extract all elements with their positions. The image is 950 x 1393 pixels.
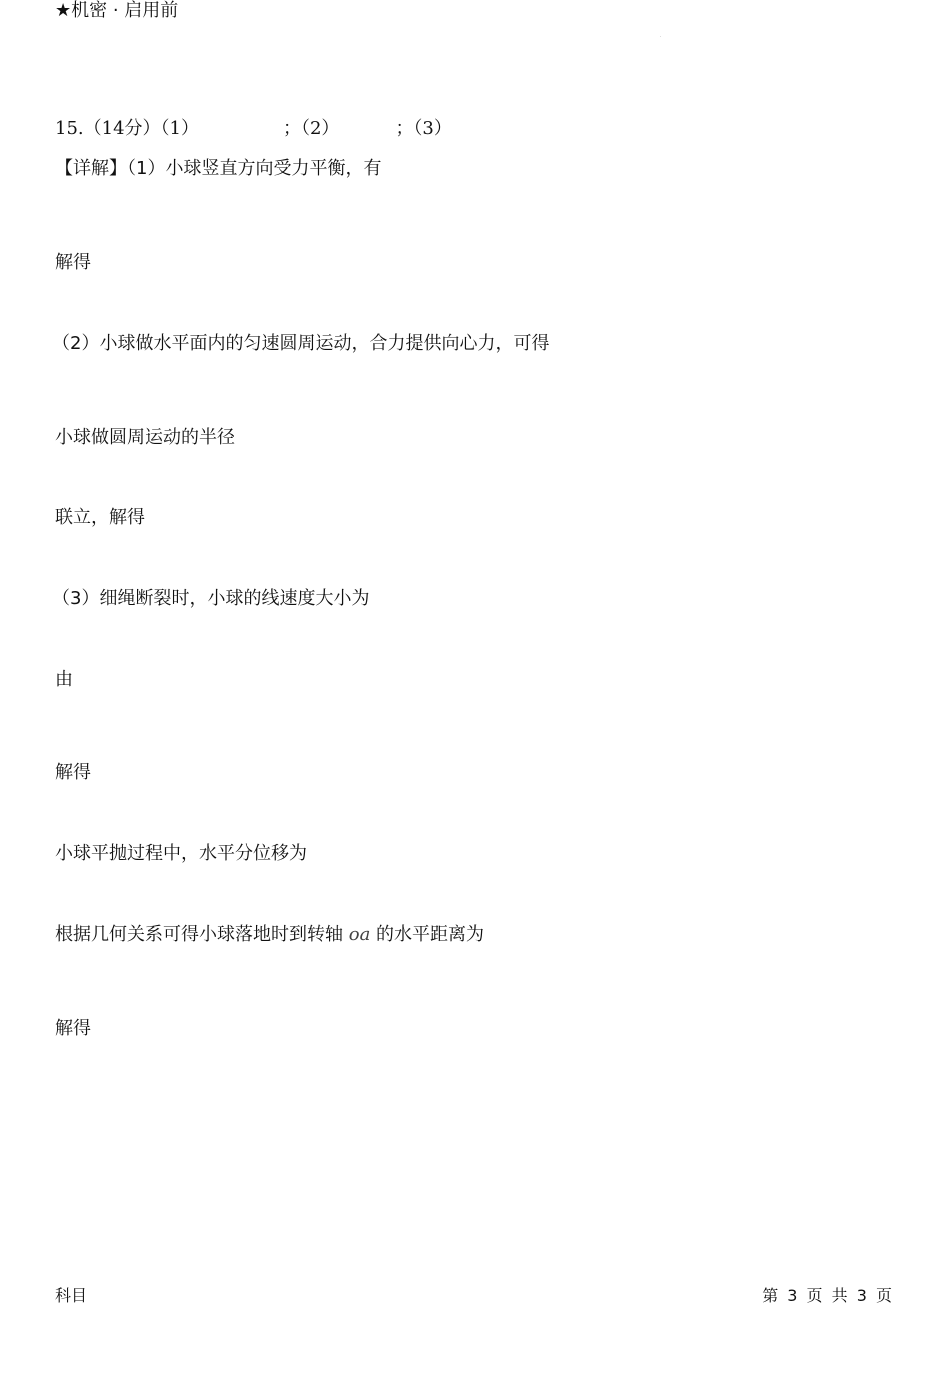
geometry-line [55, 924, 484, 946]
footer-page-number: 第 3 页 共 3 页 [762, 1286, 894, 1305]
q15-prefix: 15.（14分）（1） [55, 118, 199, 139]
radius-line: 小球做圆周运动的半径 [55, 427, 235, 448]
geometry-suffix: 的水平距离为 [370, 924, 485, 945]
axis-variable: oa [348, 924, 371, 945]
solve-line-1: 解得 [55, 252, 91, 273]
confidential-header: ★机密 · 启用前 [55, 0, 179, 21]
q15-part2: ；（2） [282, 118, 340, 139]
footer-subject: 科目 [55, 1286, 88, 1305]
part2-line: （2）小球做水平面内的匀速圆周运动，合力提供向心力，可得 [52, 333, 550, 354]
solve-line-3: 解得 [55, 1018, 91, 1039]
from-line: 由 [55, 669, 73, 690]
geometry-prefix: 根据几何关系可得小球落地时到转轴 [55, 924, 349, 945]
part3-line: （3）细绳断裂时，小球的线速度大小为 [52, 588, 370, 609]
detail-line: 【详解】（1）小球竖直方向受力平衡，有 [55, 158, 382, 179]
combine-line: 联立，解得 [55, 507, 145, 528]
q15-part3: ；（3） [395, 118, 452, 139]
solve-line-2: 解得 [55, 762, 91, 783]
question-15-line [55, 118, 452, 140]
horizontal-displacement-line: 小球平抛过程中，水平分位移为 [55, 843, 307, 864]
speck-mark [660, 36, 661, 37]
